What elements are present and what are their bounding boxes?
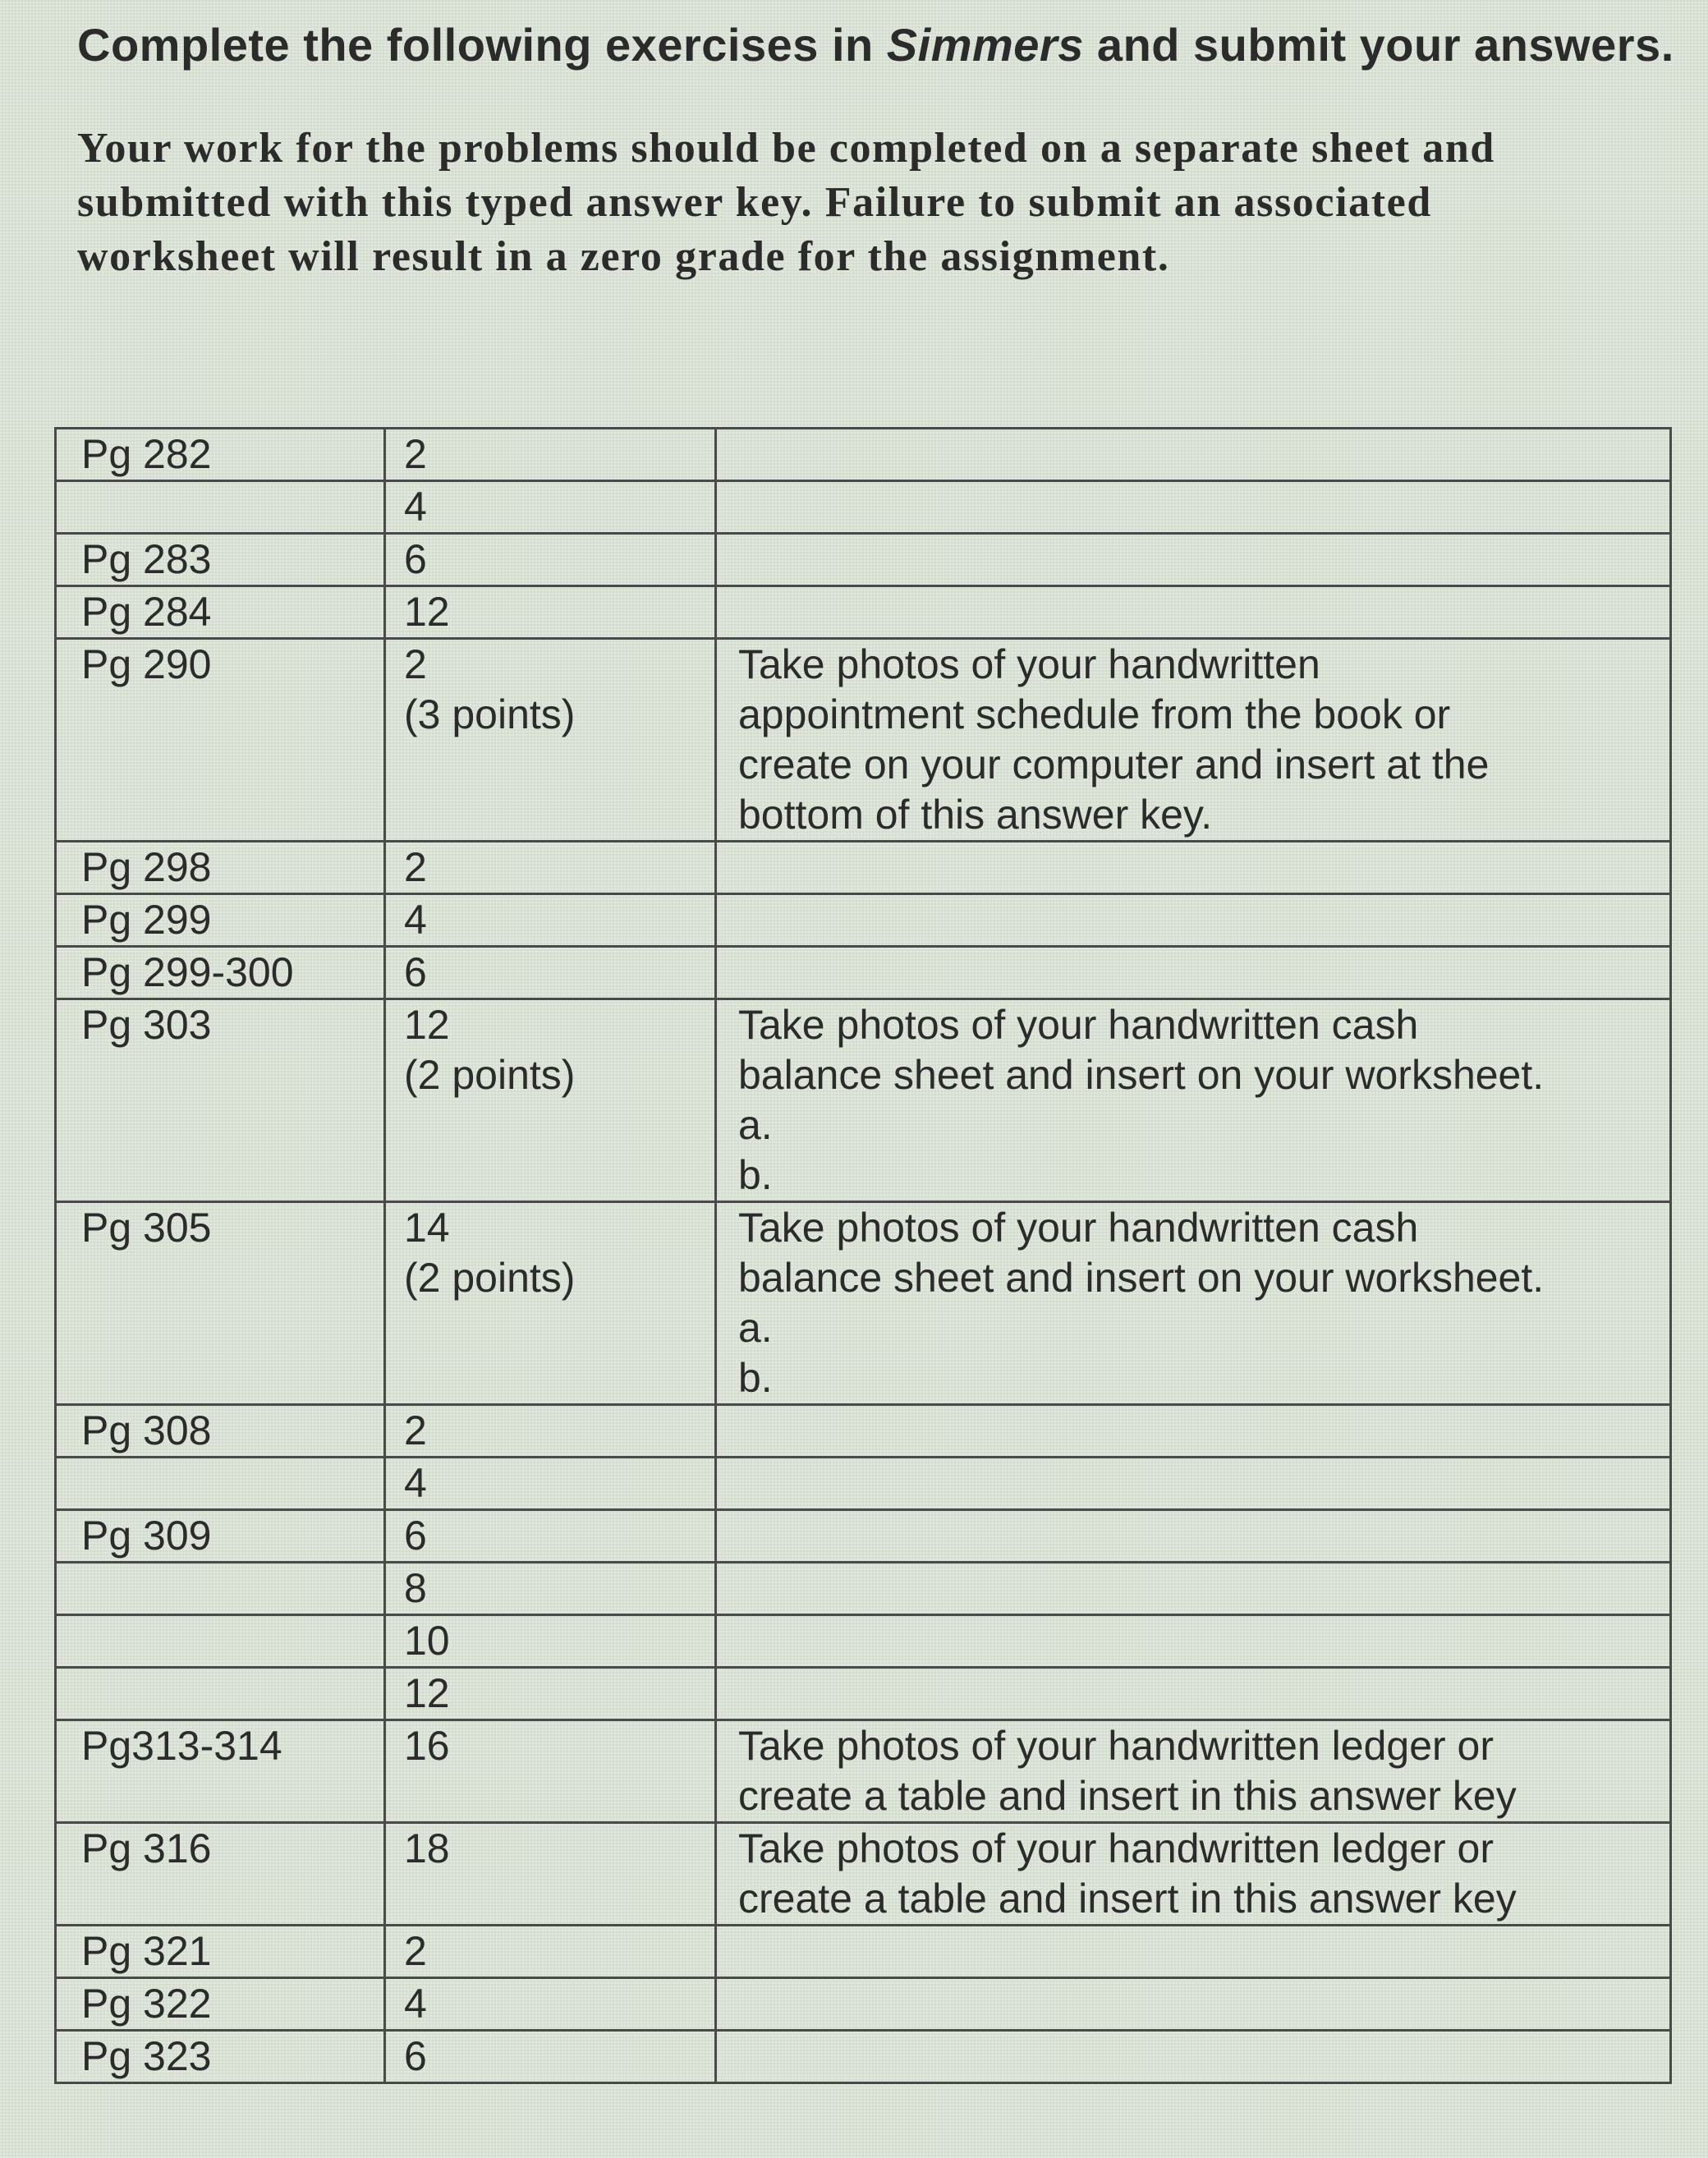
table-row bbox=[56, 1823, 1671, 1926]
answer-key-table-body bbox=[56, 429, 1671, 2083]
table-row bbox=[56, 1720, 1671, 1823]
page-reference-cell: Pg 321 bbox=[56, 1926, 385, 1978]
problem-number-cell bbox=[385, 999, 716, 1202]
page-reference-cell: Pg313-314 bbox=[56, 1720, 385, 1823]
problem-number-line: 10 bbox=[404, 1618, 450, 1664]
page-reference-cell: Pg 290 bbox=[56, 639, 385, 842]
page-reference-cell: Pg 309 bbox=[56, 1510, 385, 1563]
table-row bbox=[56, 1458, 1671, 1510]
answer-line: balance sheet and insert on your worksheet. bbox=[738, 1255, 1545, 1301]
answer-cell[interactable] bbox=[716, 1823, 1671, 1926]
page-reference-cell: Pg 284 bbox=[56, 586, 385, 639]
page-reference-cell: Pg 305 bbox=[56, 1202, 385, 1405]
table-row bbox=[56, 999, 1671, 1202]
problem-number-cell bbox=[385, 2031, 716, 2083]
answer-cell[interactable] bbox=[716, 586, 1671, 639]
answer-cell[interactable] bbox=[716, 1978, 1671, 2031]
problem-number-line: 6 bbox=[404, 1513, 427, 1559]
page-reference-cell bbox=[56, 1668, 385, 1720]
table-row bbox=[56, 842, 1671, 894]
answer-line: create a table and insert in this answer key bbox=[738, 1773, 1517, 1819]
problem-number-line: (2 points) bbox=[404, 1052, 576, 1098]
answer-cell[interactable] bbox=[716, 1563, 1671, 1615]
answer-cell[interactable] bbox=[716, 534, 1671, 586]
page-reference-cell bbox=[56, 1615, 385, 1668]
table-row bbox=[56, 429, 1671, 481]
answer-cell[interactable] bbox=[716, 947, 1671, 999]
submission-note: Your work for the problems should be completed on a separate sheet and submitted with this typed answer key. Failure to submit an associated worksheet will result in a zero grade for the assignment. bbox=[77, 125, 1495, 280]
answer-line: bottom of this answer key. bbox=[738, 792, 1213, 838]
problem-number-line: 8 bbox=[404, 1565, 427, 1611]
answer-line: Take photos of your handwritten cash bbox=[738, 1002, 1419, 1048]
problem-number-line: 4 bbox=[404, 484, 427, 530]
table-row bbox=[56, 1405, 1671, 1458]
problem-number-line: (3 points) bbox=[404, 691, 576, 737]
table-row bbox=[56, 586, 1671, 639]
problem-number-cell bbox=[385, 1615, 716, 1668]
answer-cell[interactable] bbox=[716, 1202, 1671, 1405]
page-reference-cell: Pg 322 bbox=[56, 1978, 385, 2031]
problem-number-line: 4 bbox=[404, 1460, 427, 1506]
answer-line: create a table and insert in this answer key bbox=[738, 1876, 1517, 1922]
answer-cell[interactable] bbox=[716, 1615, 1671, 1668]
answer-cell[interactable] bbox=[716, 1668, 1671, 1720]
problem-number-cell bbox=[385, 947, 716, 999]
table-row bbox=[56, 481, 1671, 534]
problem-number-line: 12 bbox=[404, 1670, 450, 1716]
answer-line: Take photos of your handwritten ledger or bbox=[738, 1723, 1494, 1769]
instruction-after: and submit your answers. bbox=[1083, 19, 1674, 71]
page-reference-cell: Pg 316 bbox=[56, 1823, 385, 1926]
answer-line: Take photos of your handwritten bbox=[738, 641, 1320, 687]
answer-line: b. bbox=[738, 1152, 773, 1198]
table-row bbox=[56, 1510, 1671, 1563]
problem-number-line: 2 bbox=[404, 1407, 427, 1453]
answer-line: balance sheet and insert on your worksheet. bbox=[738, 1052, 1545, 1098]
page-reference-cell bbox=[56, 481, 385, 534]
answer-line: appointment schedule from the book or bbox=[738, 691, 1451, 737]
problem-number-line: 2 bbox=[404, 1928, 427, 1974]
answer-cell[interactable] bbox=[716, 999, 1671, 1202]
problem-number-cell bbox=[385, 534, 716, 586]
problem-number-line: 4 bbox=[404, 1981, 427, 2027]
page-reference-cell: Pg 299 bbox=[56, 894, 385, 947]
answer-cell[interactable] bbox=[716, 481, 1671, 534]
answer-key-table bbox=[54, 427, 1672, 2084]
problem-number-cell bbox=[385, 1720, 716, 1823]
page-reference-cell: Pg 299-300 bbox=[56, 947, 385, 999]
problem-number-cell bbox=[385, 1823, 716, 1926]
problem-number-cell bbox=[385, 639, 716, 842]
problem-number-cell bbox=[385, 894, 716, 947]
problem-number-line: 4 bbox=[404, 897, 427, 943]
page-reference-cell: Pg 308 bbox=[56, 1405, 385, 1458]
answer-cell[interactable] bbox=[716, 1926, 1671, 1978]
answer-cell[interactable] bbox=[716, 894, 1671, 947]
instruction-book-title: Simmers bbox=[886, 19, 1084, 71]
table-row bbox=[56, 894, 1671, 947]
problem-number-cell bbox=[385, 1202, 716, 1405]
problem-number-line: 14 bbox=[404, 1205, 450, 1251]
page-reference-cell: Pg 298 bbox=[56, 842, 385, 894]
problem-number-line: 2 bbox=[404, 431, 427, 477]
answer-cell[interactable] bbox=[716, 639, 1671, 842]
problem-number-cell bbox=[385, 1458, 716, 1510]
problem-number-cell bbox=[385, 1978, 716, 2031]
answer-cell[interactable] bbox=[716, 1510, 1671, 1563]
page-reference-cell: Pg 282 bbox=[56, 429, 385, 481]
problem-number-line: 2 bbox=[404, 641, 427, 687]
problem-number-cell bbox=[385, 1926, 716, 1978]
instruction-line bbox=[77, 18, 1687, 71]
problem-number-line: 16 bbox=[404, 1723, 450, 1769]
answer-line: create on your computer and insert at the bbox=[738, 742, 1490, 787]
instruction-before: Complete the following exercises in bbox=[77, 19, 887, 71]
page-reference-cell bbox=[56, 1458, 385, 1510]
page-reference-cell: Pg 303 bbox=[56, 999, 385, 1202]
problem-number-cell bbox=[385, 1563, 716, 1615]
problem-number-line: (2 points) bbox=[404, 1255, 576, 1301]
answer-cell[interactable] bbox=[716, 429, 1671, 481]
problem-number-cell bbox=[385, 1668, 716, 1720]
table-row bbox=[56, 1926, 1671, 1978]
answer-cell[interactable] bbox=[716, 1720, 1671, 1823]
table-row bbox=[56, 1668, 1671, 1720]
table-row bbox=[56, 947, 1671, 999]
answer-cell[interactable] bbox=[716, 842, 1671, 894]
problem-number-line: 6 bbox=[404, 536, 427, 582]
answer-line: b. bbox=[738, 1355, 773, 1401]
table-row bbox=[56, 639, 1671, 842]
problem-number-line: 18 bbox=[404, 1825, 450, 1871]
page-reference-cell: Pg 283 bbox=[56, 534, 385, 586]
problem-number-line: 12 bbox=[404, 1002, 450, 1048]
answer-cell[interactable] bbox=[716, 2031, 1671, 2083]
table-row bbox=[56, 1202, 1671, 1405]
problem-number-cell bbox=[385, 429, 716, 481]
problem-number-cell bbox=[385, 842, 716, 894]
answer-line: Take photos of your handwritten cash bbox=[738, 1205, 1419, 1251]
problem-number-line: 2 bbox=[404, 844, 427, 890]
table-row bbox=[56, 1615, 1671, 1668]
problem-number-line: 6 bbox=[404, 2033, 427, 2079]
answer-cell[interactable] bbox=[716, 1405, 1671, 1458]
problem-number-cell bbox=[385, 1510, 716, 1563]
answer-line: a. bbox=[738, 1102, 773, 1148]
table-row bbox=[56, 2031, 1671, 2083]
problem-number-cell bbox=[385, 586, 716, 639]
problem-number-cell bbox=[385, 481, 716, 534]
answer-line: Take photos of your handwritten ledger or bbox=[738, 1825, 1494, 1871]
answer-line: a. bbox=[738, 1305, 773, 1351]
table-row bbox=[56, 1978, 1671, 2031]
problem-number-line: 6 bbox=[404, 949, 427, 995]
problem-number-line: 12 bbox=[404, 589, 450, 635]
answer-cell[interactable] bbox=[716, 1458, 1671, 1510]
problem-number-cell bbox=[385, 1405, 716, 1458]
page-reference-cell bbox=[56, 1563, 385, 1615]
table-row bbox=[56, 534, 1671, 586]
table-row bbox=[56, 1563, 1671, 1615]
page-reference-cell: Pg 323 bbox=[56, 2031, 385, 2083]
